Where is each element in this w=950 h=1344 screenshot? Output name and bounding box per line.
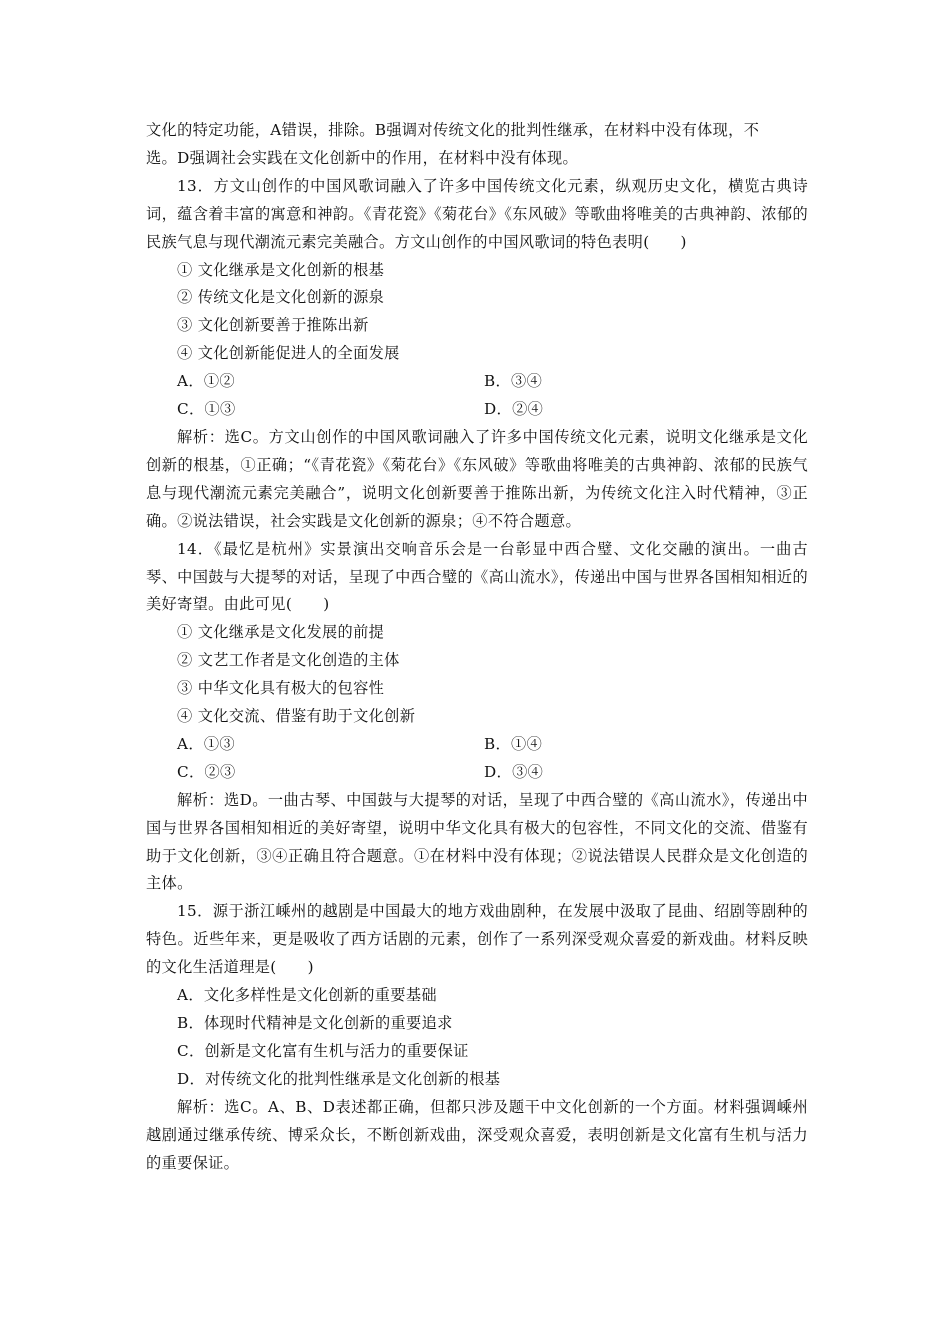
intro-line-2: 选。D强调社会实践在文化创新中的作用，在材料中没有体现。 — [146, 148, 579, 167]
q13-options-row-2 — [146, 396, 808, 424]
document-page — [146, 117, 808, 1177]
q14-analysis: 解析：选D。一曲古琴、中国鼓与大提琴的对话，呈现了中西合璧的《高山流水》，传递出中国与世界各国相知相近的美好寄望，说明中华文化具有极大的包容性，不同文化的交流、借鉴有助于文化创新，③④正确且符合题意。①在材料中没有体现；②说法错误人民群众是文化创造的主体。 — [146, 790, 808, 893]
q15-option-c: C．创新是文化富有生机与活力的重要保证 — [177, 1041, 469, 1060]
q13-item-3: ③ 文化创新要善于推陈出新 — [177, 316, 369, 335]
q15-stem: 15．源于浙江嵊州的越剧是中国最大的地方戏曲剧种，在发展中汲取了昆曲、绍剧等剧种的特色。近些年来，更是吸收了西方话剧的元素，创作了一系列深受观众喜爱的新戏曲。材料反映的文化生活道理是( ) — [146, 902, 808, 977]
q14-item-4: ④ 文化交流、借鉴有助于文化创新 — [177, 707, 416, 726]
q15-option-b: B．体现时代精神是文化创新的重要追求 — [177, 1014, 453, 1032]
q14-item-1: ① 文化继承是文化发展的前提 — [177, 623, 385, 642]
q13-option-c: C．①③ — [177, 400, 236, 419]
q13-options-row-1 — [146, 368, 808, 396]
q14-option-d: D．③④ — [484, 762, 544, 781]
q14-option-a: A．①③ — [177, 734, 235, 753]
q13-stem: 13．方文山创作的中国风歌词融入了许多中国传统文化元素，纵观历史文化，横览古典诗词，蕴含着丰富的寓意和神韵。《青花瓷》《菊花台》《东风破》等歌曲将唯美的古典神韵、浓郁的民族气息与现代潮流元素完美融合。方文山创作的中国风歌词的特色表明( ) — [146, 176, 808, 251]
q13-item-2: ② 传统文化是文化创新的源泉 — [177, 288, 385, 307]
q14-options-row-1 — [146, 731, 808, 759]
q14-item-3: ③ 中华文化具有极大的包容性 — [177, 679, 385, 698]
q13-analysis: 解析：选C。方文山创作的中国风歌词融入了许多中国传统文化元素，说明文化继承是文化创新的根基，①正确；“《青花瓷》《菊花台》《东风破》等歌曲将唯美的古典神韵、浓郁的民族气息与现代潮流元素完美融合”，说明文化创新要善于推陈出新，为传统文化注入时代精神，③正确。②说法错误，社会实践是文化创新的源泉；④不符合题意。 — [146, 427, 808, 530]
q14-option-c: C．②③ — [177, 762, 236, 781]
q14-stem: 14．《最忆是杭州》实景演出交响音乐会是一台彰显中西合璧、文化交融的演出。一曲古琴、中国鼓与大提琴的对话，呈现了中西合璧的《高山流水》，传递出中国与世界各国相知相近的美好寄望。由此可见( ) — [146, 539, 808, 614]
q14-option-b: B．①④ — [484, 734, 543, 753]
q15-option-d: D．对传统文化的批判性继承是文化创新的根基 — [177, 1069, 501, 1088]
q14-item-2: ② 文艺工作者是文化创造的主体 — [177, 651, 400, 670]
q13-item-4: ④ 文化创新能促进人的全面发展 — [177, 344, 400, 363]
q13-option-a: A．①② — [177, 372, 235, 391]
q13-option-d: D．②④ — [484, 400, 544, 419]
q14-options-row-2 — [146, 759, 808, 787]
q15-option-a: A．文化多样性是文化创新的重要基础 — [177, 986, 437, 1005]
q13-item-1: ① 文化继承是文化创新的根基 — [177, 260, 385, 279]
intro-line-1: 文化的特定功能，A错误，排除。B强调对传统文化的批判性继承，在材料中没有体现，不 — [146, 121, 760, 139]
q13-option-b: B．③④ — [484, 372, 543, 391]
q15-analysis: 解析：选C。A、B、D表述都正确，但都只涉及题干中文化创新的一个方面。材料强调嵊州越剧通过继承传统、博采众长，不断创新戏曲，深受观众喜爱，表明创新是文化富有生机与活力的重要保证。 — [146, 1097, 808, 1172]
